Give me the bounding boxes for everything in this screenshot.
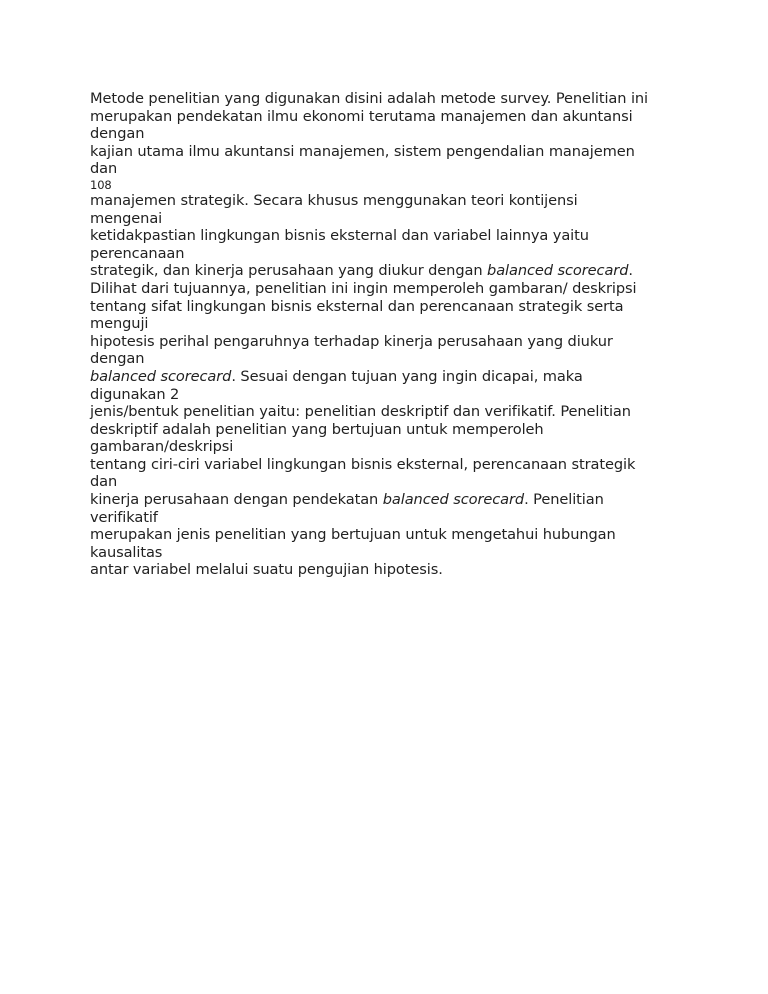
text-line: kausalitas (90, 543, 163, 561)
text-line: Dilihat dari tujuannya, penelitian ini ingin memperoleh gambaran/ deskripsi (90, 279, 637, 297)
text-line: kajian utama ilmu akuntansi manajemen, sistem pengendalian manajemen (90, 142, 635, 160)
italic-term: balanced scorecard (90, 367, 232, 385)
text-line: deskriptif adalah penelitian yang bertujuan untuk memperoleh (90, 420, 544, 438)
text-line: Metode penelitian yang digunakan disini adalah metode survey. Penelitian ini (90, 90, 649, 107)
text-segment: kinerja perusahaan dengan pendekatan (90, 491, 383, 509)
text-line: merupakan pendekatan ilmu ekonomi terutama manajemen dan akuntansi (90, 107, 633, 125)
text-line: jenis/bentuk penelitian yaitu: penelitian deskriptif dan verifikatif. Penelitian (90, 403, 631, 421)
text-line (90, 262, 690, 280)
text-line: dan (90, 473, 118, 491)
text-line: dengan (90, 350, 145, 368)
text-line (90, 368, 690, 386)
text-line: mengenai (90, 209, 163, 227)
text-line: ketidakpastian lingkungan bisnis eksternal dan variabel lainnya yaitu (90, 227, 589, 245)
text-line (90, 491, 690, 509)
text-line: digunakan 2 (90, 385, 180, 403)
text-line: hipotesis perihal pengaruhnya terhadap kinerja perusahaan yang diukur (90, 332, 613, 350)
text-segment: . Sesuai dengan tujuan yang ingin dicapai, maka (231, 367, 583, 385)
text-line: merupakan jenis penelitian yang bertujuan untuk mengetahui hubungan (90, 526, 616, 544)
text-segment: . (628, 262, 633, 280)
body-text (90, 90, 690, 579)
text-line: antar variabel melalui suatu pengujian hipotesis. (90, 561, 443, 579)
text-line: tentang sifat lingkungan bisnis eksternal dan perencanaan strategik serta (90, 297, 624, 315)
text-segment: . Penelitian (524, 491, 604, 509)
text-segment: strategik, dan kinerja perusahaan yang diukur dengan (90, 262, 488, 280)
text-line: gambaran/deskripsi (90, 438, 234, 456)
italic-term: balanced scorecard (487, 262, 629, 280)
text-line: verifikatif (90, 508, 158, 526)
text-line: manajemen strategik. Secara khusus menggunakan teori kontijensi (90, 191, 578, 209)
text-line: tentang ciri-ciri variabel lingkungan bisnis eksternal, perencanaan strategik (90, 455, 636, 473)
italic-term: balanced scorecard (382, 491, 525, 509)
text-line: menguji (90, 315, 149, 333)
text-line: perencanaan (90, 244, 185, 262)
text-line: dengan (90, 125, 145, 143)
text-line: dan (90, 160, 118, 178)
page-number: 108 (90, 177, 112, 192)
